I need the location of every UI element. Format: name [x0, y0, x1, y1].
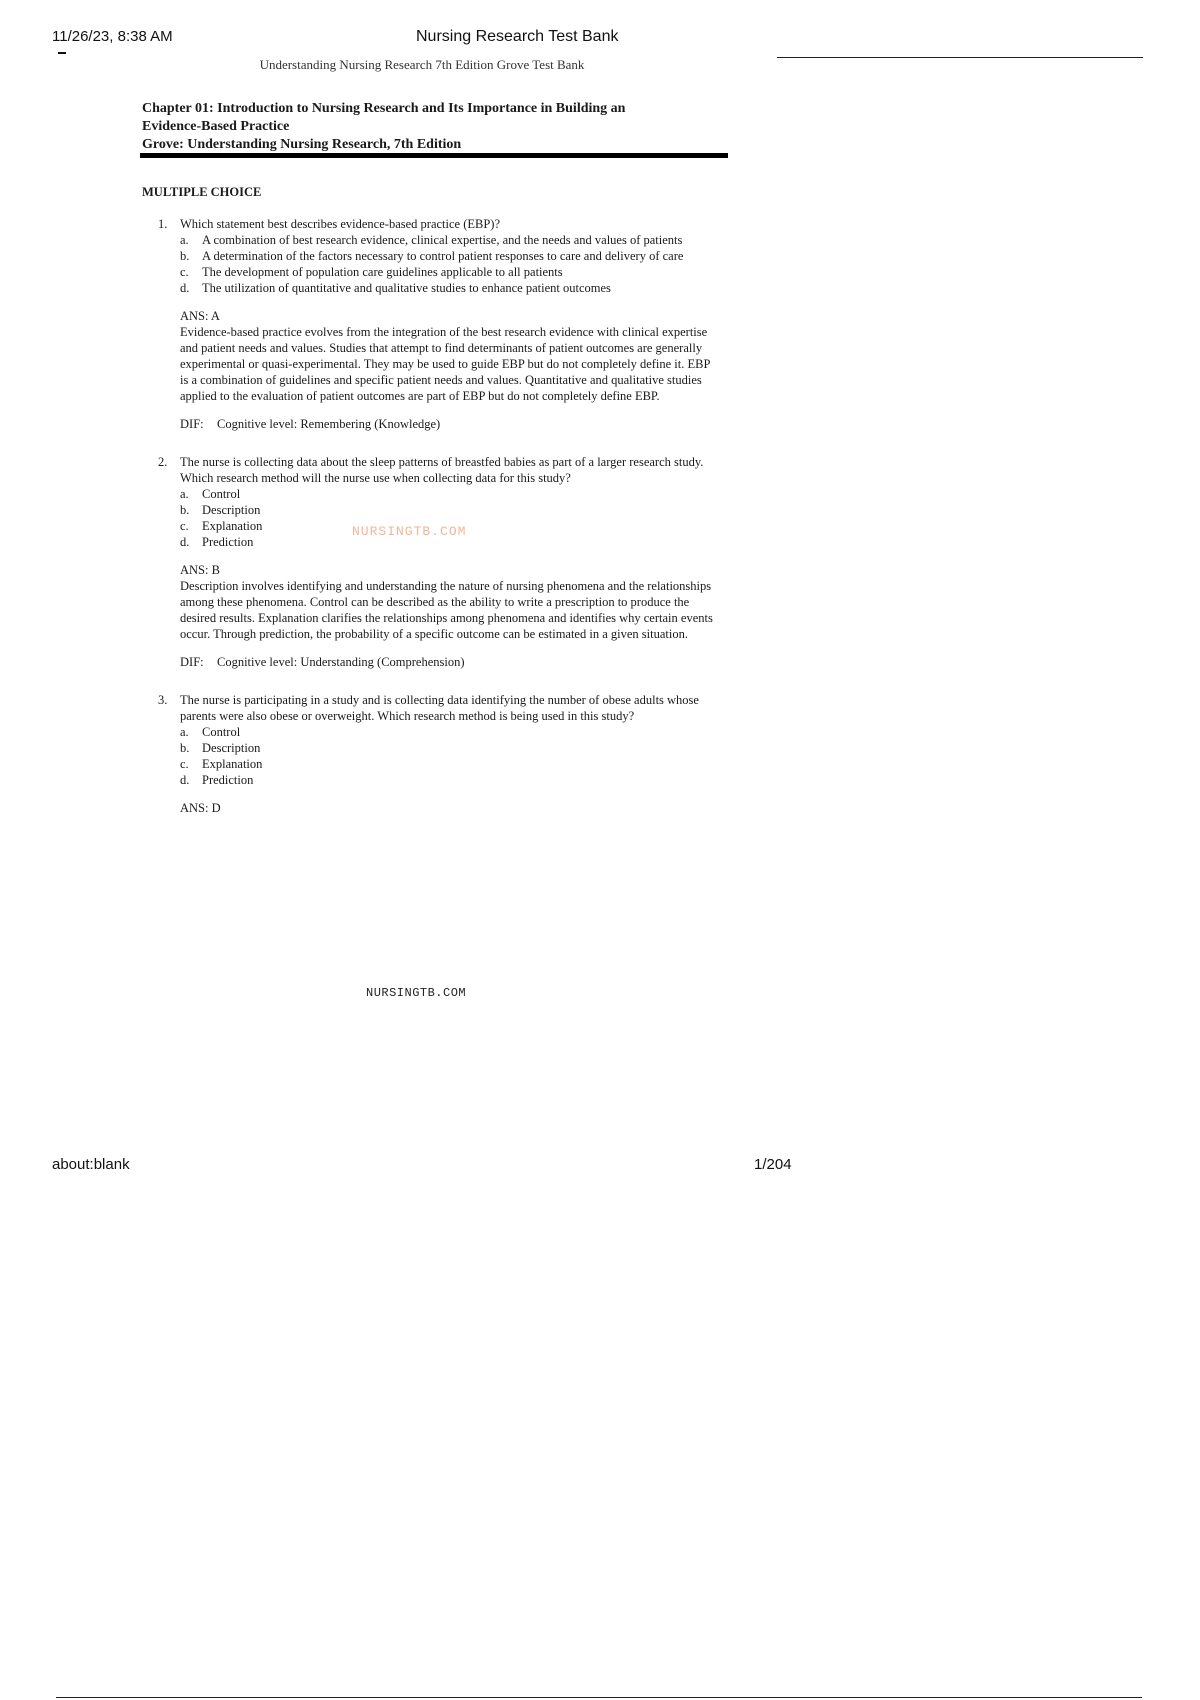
chapter-title-line2: Evidence-Based Practice — [142, 119, 290, 134]
option-letter: c. — [180, 757, 189, 771]
option-text: Control — [202, 487, 241, 501]
option-d — [180, 280, 718, 296]
option-letter: c. — [180, 519, 189, 533]
difficulty-line — [180, 416, 718, 432]
option-letter: d. — [180, 281, 190, 295]
option-text: Description — [202, 503, 261, 517]
option-letter: b. — [180, 503, 190, 517]
option-a — [180, 232, 718, 248]
option-letter: c. — [180, 265, 189, 279]
option-text: Control — [202, 725, 241, 739]
option-text: Description — [202, 741, 261, 755]
answer-line: ANS: A — [180, 309, 220, 323]
option-b — [180, 740, 718, 756]
option-text: Prediction — [202, 535, 254, 549]
bottom-rule — [56, 1697, 1142, 1698]
option-a — [180, 486, 718, 502]
answer-line: ANS: D — [180, 801, 221, 815]
footer-watermark: NURSINGTB.COM — [366, 986, 467, 1000]
section-heading: MULTIPLE CHOICE — [142, 185, 262, 199]
footer-page-number: 1/204 — [754, 1156, 792, 1173]
question-3 — [158, 692, 718, 816]
option-b — [180, 248, 718, 264]
dif-label: DIF: — [180, 417, 204, 431]
book-title: Grove: Understanding Nursing Research, 7th Edition — [142, 137, 462, 152]
option-letter: a. — [180, 487, 189, 501]
option-text: The development of population care guidelines applicable to all patients — [202, 265, 563, 279]
option-text: Explanation — [202, 519, 263, 533]
option-letter: a. — [180, 233, 189, 247]
question-number: 3. — [158, 693, 168, 707]
rationale: Evidence-based practice evolves from the integration of the best research evidence with clinical expertise and patient needs and values. Studies that attempt to find determinants of patient outcomes are generally experimental or quasi-experimental. They may be used to guide EBP but do not completely define it. EBP is a combination of guidelines and specific patient needs and values. Quantitative and qualitative studies applied to the evaluation of patient outcomes are part of EBP but do not completely define EBP. — [180, 325, 710, 403]
option-text: The utilization of quantitative and qualitative studies to enhance patient outcomes — [202, 281, 611, 295]
option-letter: b. — [180, 249, 190, 263]
question-number: 2. — [158, 455, 168, 469]
question-2 — [158, 454, 718, 670]
option-letter: d. — [180, 535, 190, 549]
question-text: The nurse is collecting data about the sleep patterns of breastfed babies as part of a larger research study. Which research method will the nurse use when collecting data for this study? — [180, 455, 704, 485]
watermark: NURSINGTB.COM — [352, 524, 467, 539]
footer-url: about:blank — [52, 1156, 130, 1173]
question-text: The nurse is participating in a study and is collecting data identifying the number of obese adults whose parents were also obese or overweight. Which research method is being used in this study? — [180, 693, 699, 723]
document-page — [0, 0, 780, 1100]
document-header: Understanding Nursing Research 7th Edition Grove Test Bank — [259, 57, 585, 72]
question-number: 1. — [158, 217, 168, 231]
title-rule — [140, 153, 728, 158]
option-a — [180, 724, 718, 740]
print-title: Nursing Research Test Bank — [416, 28, 619, 45]
option-text: Prediction — [202, 773, 254, 787]
option-c — [180, 264, 718, 280]
dif-value: Cognitive level: Understanding (Comprehension) — [217, 655, 465, 669]
dif-label: DIF: — [180, 655, 204, 669]
question-text: Which statement best describes evidence-based practice (EBP)? — [180, 217, 501, 231]
chapter-title — [142, 100, 732, 154]
option-letter: b. — [180, 741, 190, 755]
rationale: Description involves identifying and understanding the nature of nursing phenomena and the relationships among these phenomena. Control can be described as the ability to write a prescription to produce the desired results. Explanation clarifies the relationships among phenomena and identifies why certain events occur. Through prediction, the probability of a specific outcome can be estimated in a given situation. — [180, 579, 713, 641]
print-date: 11/26/23, 8:38 AM — [52, 28, 173, 45]
dif-value: Cognitive level: Remembering (Knowledge) — [217, 417, 441, 431]
option-text: A combination of best research evidence, clinical expertise, and the needs and values of patients — [202, 233, 683, 247]
option-text: A determination of the factors necessary to control patient responses to care and delivery of care — [202, 249, 684, 263]
option-letter: d. — [180, 773, 190, 787]
option-c — [180, 756, 718, 772]
chapter-title-line1: Chapter 01: Introduction to Nursing Research and Its Importance in Building an — [142, 101, 626, 116]
option-letter: a. — [180, 725, 189, 739]
option-text: Explanation — [202, 757, 263, 771]
question-1 — [158, 216, 718, 432]
difficulty-line — [180, 654, 718, 670]
option-d — [180, 772, 718, 788]
option-b — [180, 502, 718, 518]
answer-line: ANS: B — [180, 563, 220, 577]
